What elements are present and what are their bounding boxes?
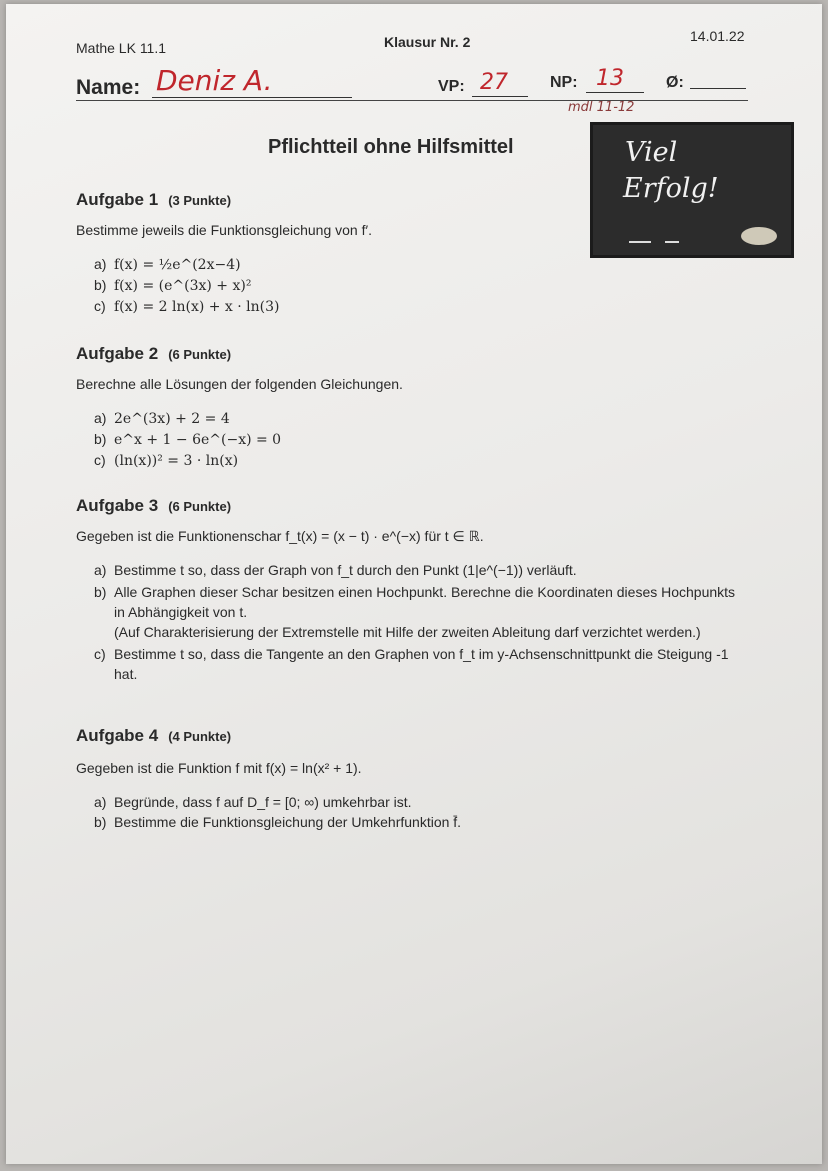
list-item bbox=[94, 450, 281, 471]
list-item bbox=[94, 275, 280, 296]
task-4-list bbox=[94, 792, 461, 832]
np-value: 13 bbox=[596, 66, 624, 91]
vp-underline bbox=[472, 96, 528, 97]
item-label: c) bbox=[94, 452, 106, 468]
task-4-heading bbox=[76, 726, 231, 746]
item-label: a) bbox=[94, 256, 107, 272]
list-item bbox=[94, 792, 461, 812]
exam-date: 14.01.22 bbox=[690, 28, 745, 44]
student-name: Deniz A. bbox=[156, 64, 273, 97]
list-item bbox=[94, 812, 461, 832]
list-item bbox=[94, 296, 280, 317]
item-text: f(x) = ½e^(2x−4) bbox=[114, 257, 241, 273]
item-text: Bestimme die Funktionsgleichung der Umkehrfunktion f̄. bbox=[114, 814, 462, 830]
task-points: (6 Punkte) bbox=[168, 499, 232, 514]
list-item bbox=[94, 644, 746, 684]
list-item bbox=[94, 582, 746, 642]
name-label: Name: bbox=[76, 76, 141, 99]
sponge-icon bbox=[741, 227, 777, 245]
item-label: b) bbox=[94, 431, 107, 447]
list-item bbox=[94, 560, 746, 580]
header-rule bbox=[76, 100, 748, 101]
course-label: Mathe LK 11.1 bbox=[76, 40, 167, 56]
item-text: e^x + 1 − 6e^(−x) = 0 bbox=[114, 432, 282, 448]
item-label: c) bbox=[94, 298, 106, 314]
chalkboard-image bbox=[590, 122, 794, 258]
page-title: Pflichtteil ohne Hilfsmittel bbox=[268, 136, 514, 158]
item-label: a) bbox=[94, 562, 107, 578]
task-title: Aufgabe 3 bbox=[76, 496, 159, 515]
task-title: Aufgabe 1 bbox=[76, 190, 159, 209]
item-label: a) bbox=[94, 410, 107, 426]
item-text: Begründe, dass f auf D_f = [0; ∞) umkehrbar ist. bbox=[114, 794, 412, 810]
task-2-intro: Berechne alle Lösungen der folgenden Gleichungen. bbox=[76, 376, 403, 392]
item-body bbox=[114, 582, 746, 642]
item-text: Alle Graphen dieser Schar besitzen einen Hochpunkt. Berechne die Koordinaten dieses Hochpunkts in Abhängigkeit von t. bbox=[114, 584, 736, 620]
board-line-1: Viel bbox=[625, 137, 678, 168]
task-points: (3 Punkte) bbox=[168, 193, 232, 208]
task-3-heading bbox=[76, 496, 231, 516]
task-4-intro: Gegeben ist die Funktion f mit f(x) = ln(x² + 1). bbox=[76, 760, 362, 776]
item-label: b) bbox=[94, 584, 107, 600]
handwritten-annotation: mdl 11-12 bbox=[568, 100, 635, 115]
avg-label: Ø: bbox=[666, 74, 684, 91]
task-1-list bbox=[94, 254, 280, 317]
item-text: 2e^(3x) + 2 = 4 bbox=[114, 411, 230, 427]
vp-label: VP: bbox=[438, 78, 465, 95]
task-2-list bbox=[94, 408, 281, 471]
board-line-2: Erfolg! bbox=[623, 173, 719, 204]
item-label: a) bbox=[94, 794, 107, 810]
np-underline bbox=[586, 92, 644, 93]
vp-value: 27 bbox=[480, 70, 508, 95]
item-note: (Auf Charakterisierung der Extremstelle mit Hilfe der zweiten Ableitung darf verzichtet werden.) bbox=[114, 624, 701, 640]
task-title: Aufgabe 4 bbox=[76, 726, 159, 745]
task-2-heading bbox=[76, 344, 231, 364]
task-1-heading bbox=[76, 190, 231, 210]
chalk-piece bbox=[665, 241, 679, 243]
task-3-intro: Gegeben ist die Funktionenschar f_t(x) = (x − t) · e^(−x) für t ∈ ℝ. bbox=[76, 528, 484, 544]
item-label: c) bbox=[94, 646, 106, 662]
exam-title: Klausur Nr. 2 bbox=[384, 34, 471, 50]
item-text: f(x) = (e^(3x) + x)² bbox=[114, 278, 252, 294]
item-text: Bestimme t so, dass die Tangente an den Graphen von f_t im y-Achsenschnittpunkt die Steigung -1 hat. bbox=[114, 646, 729, 682]
task-points: (4 Punkte) bbox=[168, 729, 232, 744]
task-3-list bbox=[94, 560, 746, 684]
list-item bbox=[94, 408, 281, 429]
list-item bbox=[94, 254, 280, 275]
name-underline bbox=[152, 97, 352, 98]
task-points: (6 Punkte) bbox=[168, 347, 232, 362]
item-text: (ln(x))² = 3 · ln(x) bbox=[114, 453, 239, 469]
item-text: f(x) = 2 ln(x) + x · ln(3) bbox=[114, 299, 280, 315]
item-label: b) bbox=[94, 814, 107, 830]
avg-underline bbox=[690, 88, 746, 89]
task-title: Aufgabe 2 bbox=[76, 344, 159, 363]
exam-sheet bbox=[6, 4, 822, 1164]
item-label: b) bbox=[94, 277, 107, 293]
list-item bbox=[94, 429, 281, 450]
chalk-piece bbox=[629, 241, 651, 243]
task-1-intro: Bestimme jeweils die Funktionsgleichung von f′. bbox=[76, 222, 372, 238]
np-label: NP: bbox=[550, 74, 578, 91]
item-text: Bestimme t so, dass der Graph von f_t durch den Punkt (1|e^(−1)) verläuft. bbox=[114, 562, 577, 578]
